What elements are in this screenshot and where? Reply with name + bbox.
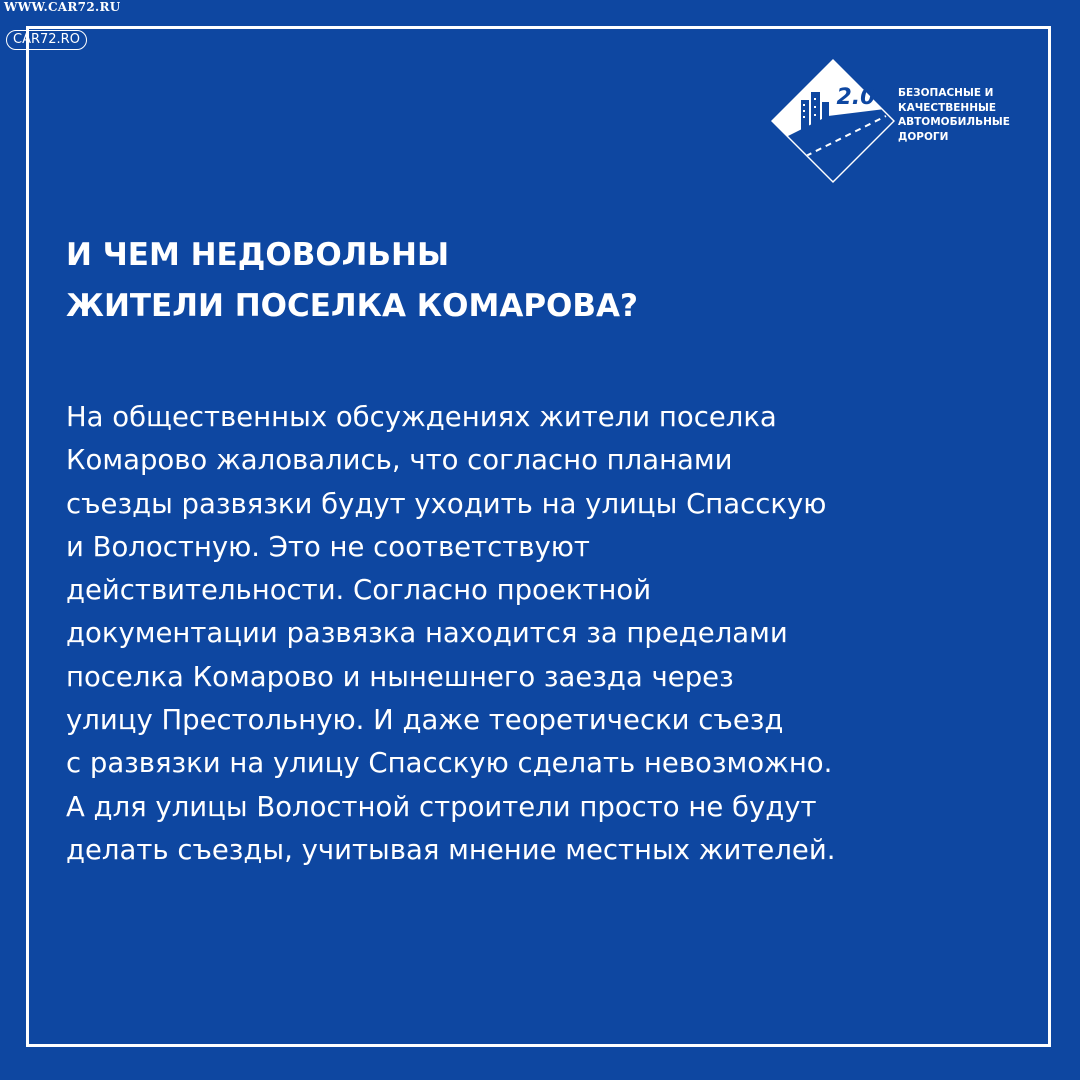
body-paragraph (66, 396, 1026, 872)
body-line: съезды развязки будут уходить на улицы Спасскую (66, 487, 827, 520)
brand-title-line: АВТОМОБИЛЬНЫЕ (898, 116, 1010, 128)
body-line: А для улицы Волостной строители просто не будут (66, 790, 817, 823)
body-line: улицу Престольную. И даже теоретически съезд (66, 704, 784, 737)
body-line: с развязки на улицу Спасскую сделать невозможно. (66, 747, 833, 780)
heading-line: ЖИТЕЛИ ПОСЕЛКА КОМАРОВА? (66, 288, 639, 324)
body-line: действительности. Согласно проектной (66, 574, 652, 607)
heading-line: И ЧЕМ НЕДОВОЛЬНЫ (66, 237, 450, 273)
body-line: Комарово жаловались, что согласно планами (66, 444, 733, 477)
page-heading (66, 230, 966, 332)
emblem-version-text: 2.0 (836, 85, 876, 110)
brand-title-line: ДОРОГИ (898, 130, 949, 143)
watermark-logo: CAR72.RO (6, 30, 87, 50)
brand-logo (768, 56, 1028, 186)
body-line: и Волостную. Это не соответствуют (66, 530, 590, 563)
body-line: На общественных обсуждениях жители поселка (66, 401, 777, 433)
body-line: документации развязка находится за пределами (66, 617, 788, 650)
body-line: делать съезды, учитывая мнение местных жителей. (66, 833, 836, 866)
brand-title (898, 86, 1028, 144)
body-line: поселка Комарово и нынешнего заезда через (66, 660, 734, 693)
brand-title-line: БЕЗОПАСНЫЕ И (898, 87, 994, 99)
watermark-site-text: WWW.CAR72.RU (4, 0, 121, 14)
road-emblem-icon (768, 56, 898, 186)
brand-title-line: КАЧЕСТВЕННЫЕ (898, 101, 997, 114)
